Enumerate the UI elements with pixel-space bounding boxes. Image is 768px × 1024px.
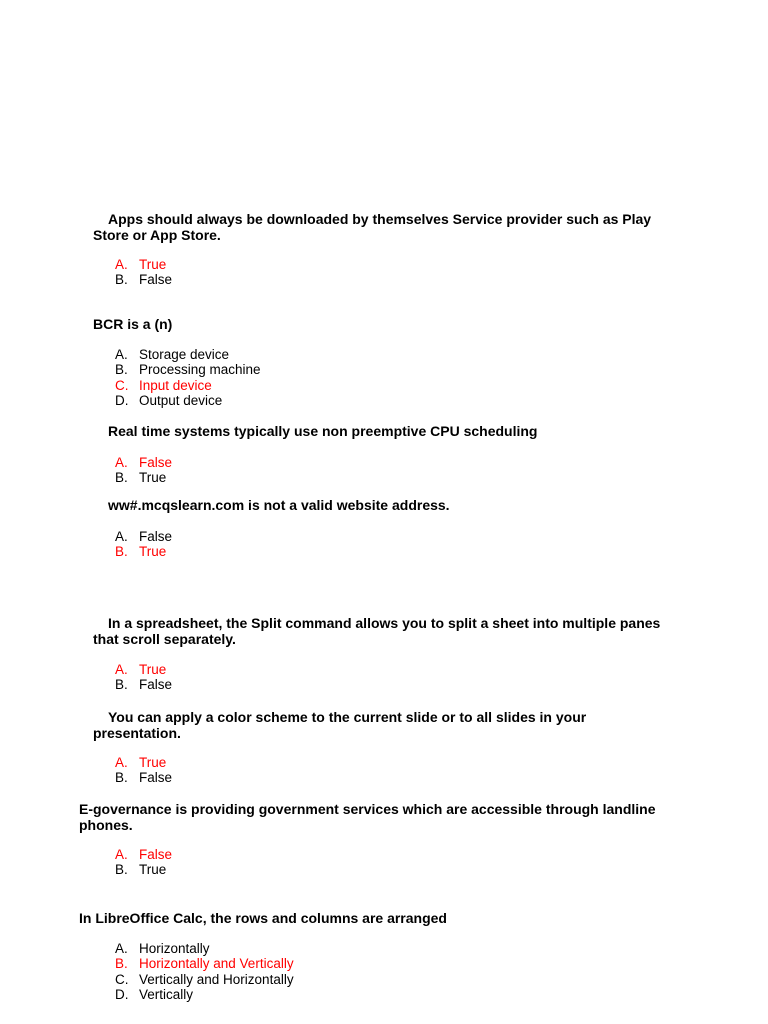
option-a: A. True: [115, 662, 167, 677]
option-d: D. Vertically: [115, 986, 194, 1002]
question-3: [93, 423, 537, 439]
question-4: [93, 497, 450, 513]
option-d: D. Output device: [115, 392, 223, 408]
question-text: BCR is a (n): [93, 316, 173, 332]
option-c: C. Vertically and Horizontally: [115, 971, 294, 987]
question-2: [93, 316, 172, 332]
options-list-4: [115, 529, 172, 560]
question-text: Apps should always be downloaded by themselves Service provider such as Play: [108, 211, 652, 227]
options-list-1: [115, 257, 172, 288]
option-b: B. Processing machine: [115, 362, 261, 378]
question-1: [93, 211, 651, 243]
options-list-2: [115, 347, 261, 408]
option-b: B. False: [115, 770, 173, 786]
question-text: You can apply a color scheme to the current slide or to all slides in your: [108, 709, 587, 725]
question-text: In a spreadsheet, the Split command allows you to split a sheet into multiple panes: [108, 615, 661, 631]
option-a: A. Horizontally: [115, 941, 210, 956]
option-a: A. False: [115, 455, 173, 470]
option-b: B. True: [115, 470, 167, 486]
question-text: Real time systems typically use non preemptive CPU scheduling: [108, 423, 538, 439]
question-8: [79, 910, 447, 926]
option-a: A. Storage device: [115, 347, 230, 362]
option-b: B. True: [115, 544, 167, 560]
question-text: E-governance is providing government services which are accessible through landline: [79, 801, 656, 817]
question-5: [93, 615, 660, 647]
option-a: A. True: [115, 257, 167, 272]
options-list-7: [115, 847, 172, 878]
question-text: In LibreOffice Calc, the rows and columns are arranged: [79, 910, 447, 926]
question-text-continued: presentation.: [93, 725, 181, 741]
question-text-continued: that scroll separately.: [93, 631, 236, 647]
options-list-3: [115, 455, 172, 486]
option-b: B. False: [115, 677, 173, 693]
option-b: B. True: [115, 862, 167, 878]
options-list-6: [115, 755, 172, 786]
question-7: [79, 801, 656, 833]
question-text-continued: phones.: [79, 817, 133, 833]
option-a: A. True: [115, 755, 167, 770]
option-a: A. False: [115, 847, 173, 862]
options-list-8: [115, 941, 294, 1002]
option-b: B. Horizontally and Vertically: [115, 956, 294, 972]
option-c: C. Input device: [115, 377, 212, 393]
question-6: [93, 709, 586, 741]
question-text: ww#.mcqslearn.com is not a valid website address.: [108, 497, 450, 513]
options-list-5: [115, 662, 172, 693]
question-text-continued: Store or App Store.: [93, 227, 221, 243]
option-a: A. False: [115, 529, 173, 544]
option-b: B. False: [115, 272, 173, 288]
